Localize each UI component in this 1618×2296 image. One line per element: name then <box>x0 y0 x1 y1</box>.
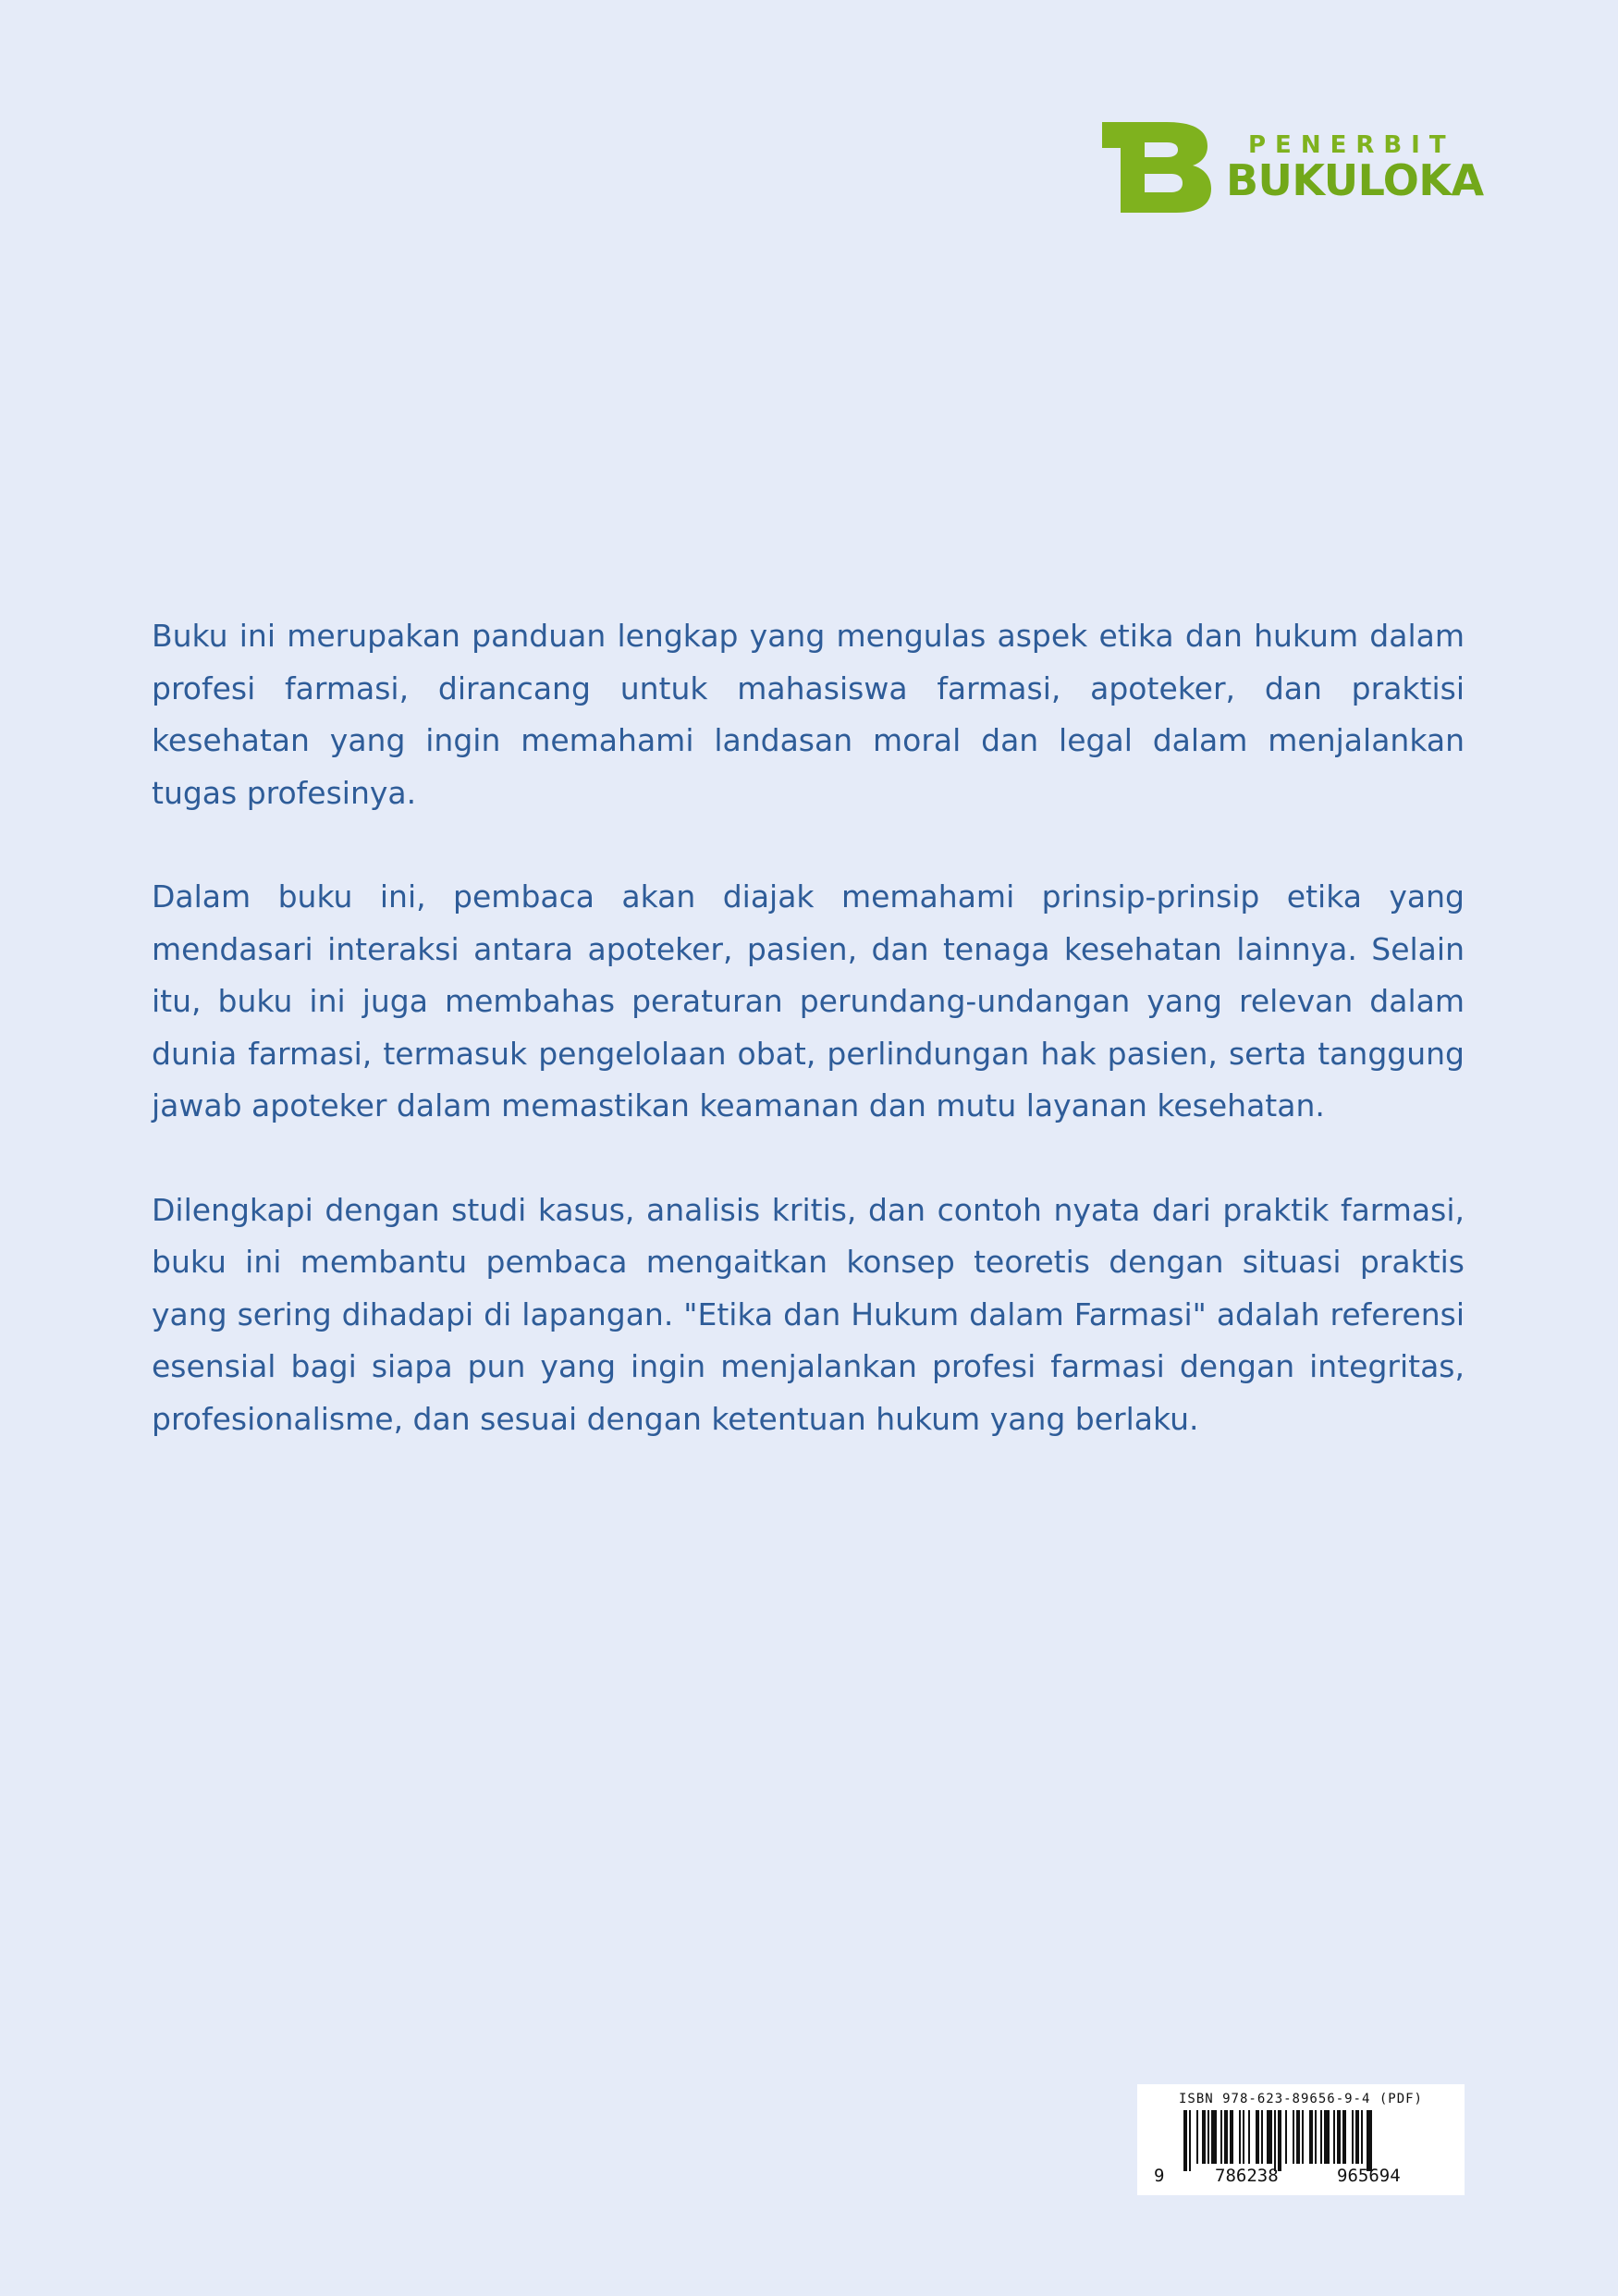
barcode-bar <box>1230 2110 1233 2164</box>
publisher-label-top: PENERBIT <box>1248 131 1455 159</box>
barcode-bar <box>1224 2110 1228 2164</box>
publisher-logo <box>1102 118 1490 220</box>
barcode-bars <box>1183 2110 1433 2171</box>
barcode-bar <box>1267 2110 1272 2164</box>
barcode-bar <box>1333 2110 1335 2164</box>
isbn-label: ISBN 978-623-89656-9-4 (PDF) <box>1178 2092 1423 2106</box>
isbn-barcode <box>1137 2084 1465 2195</box>
barcode-bar <box>1361 2110 1363 2164</box>
barcode-bar <box>1261 2110 1263 2164</box>
barcode-bar <box>1211 2110 1217 2164</box>
barcode-bar <box>1342 2110 1346 2164</box>
barcode-bar <box>1278 2110 1281 2171</box>
barcode-bar <box>1367 2110 1372 2171</box>
barcode-bar <box>1352 2110 1354 2164</box>
barcode-bar <box>1189 2110 1191 2171</box>
barcode-digits-left: 786238 <box>1215 2166 1279 2186</box>
barcode-bar <box>1239 2110 1241 2164</box>
barcode-bar <box>1207 2110 1209 2164</box>
barcode-bar <box>1337 2110 1341 2164</box>
barcode-bar <box>1285 2110 1287 2164</box>
barcode-bar <box>1302 2110 1304 2164</box>
barcode-bar <box>1256 2110 1259 2164</box>
barcode-bar <box>1196 2110 1198 2164</box>
barcode-bar <box>1309 2110 1313 2164</box>
publisher-label-bottom: BUKULOKA <box>1226 155 1484 205</box>
blurb-paragraph-3: Dilengkapi dengan studi kasus, analisis kritis, dan contoh nyata dari praktik farmasi, buku ini membantu pembaca mengaitkan konsep teoretis dengan situasi praktis yang sering dihadapi di lapangan. "Etika dan Hukum dalam Farmasi" adalah referensi esensial bagi siapa pun yang ingin menjalankan profesi farmasi dengan integritas, profesionalisme, dan sesuai dengan ketentuan hukum yang berlaku. <box>152 1191 1465 1437</box>
blurb-paragraph-1: Buku ini merupakan panduan lengkap yang mengulas aspek etika dan hukum dalam profesi farmasi, dirancang untuk mahasiswa farmasi, apoteker, dan praktisi kesehatan yang ingin memahami landasan moral dan legal dalam menjalankan tugas profesinya. <box>152 618 1465 811</box>
barcode-digits-right: 965694 <box>1337 2166 1401 2186</box>
barcode-bar <box>1296 2110 1300 2164</box>
barcode-bar <box>1248 2110 1250 2164</box>
book-blurb <box>152 610 1465 1497</box>
barcode-bar <box>1220 2110 1222 2164</box>
barcode-bar <box>1274 2110 1276 2171</box>
barcode-bar <box>1293 2110 1294 2164</box>
publisher-b-icon <box>1102 118 1213 215</box>
barcode-bar <box>1320 2110 1322 2164</box>
barcode-bar <box>1324 2110 1330 2164</box>
barcode-bar <box>1202 2110 1206 2164</box>
barcode-digit-first: 9 <box>1154 2166 1165 2186</box>
barcode-bar <box>1315 2110 1317 2164</box>
barcode-bar <box>1183 2110 1187 2171</box>
blurb-paragraph-2: Dalam buku ini, pembaca akan diajak memahami prinsip-prinsip etika yang mendasari interaksi antara apoteker, pasien, dan tenaga kesehatan lainnya. Selain itu, buku ini juga membahas peraturan perundang-undangan yang relevan dalam dunia farmasi, termasuk pengelolaan obat, perlindungan hak pasien, serta tanggung jawab apoteker dalam memastikan keamanan dan mutu layanan kesehatan. <box>152 878 1465 1123</box>
barcode-bar <box>1243 2110 1244 2164</box>
barcode-bar <box>1355 2110 1359 2164</box>
